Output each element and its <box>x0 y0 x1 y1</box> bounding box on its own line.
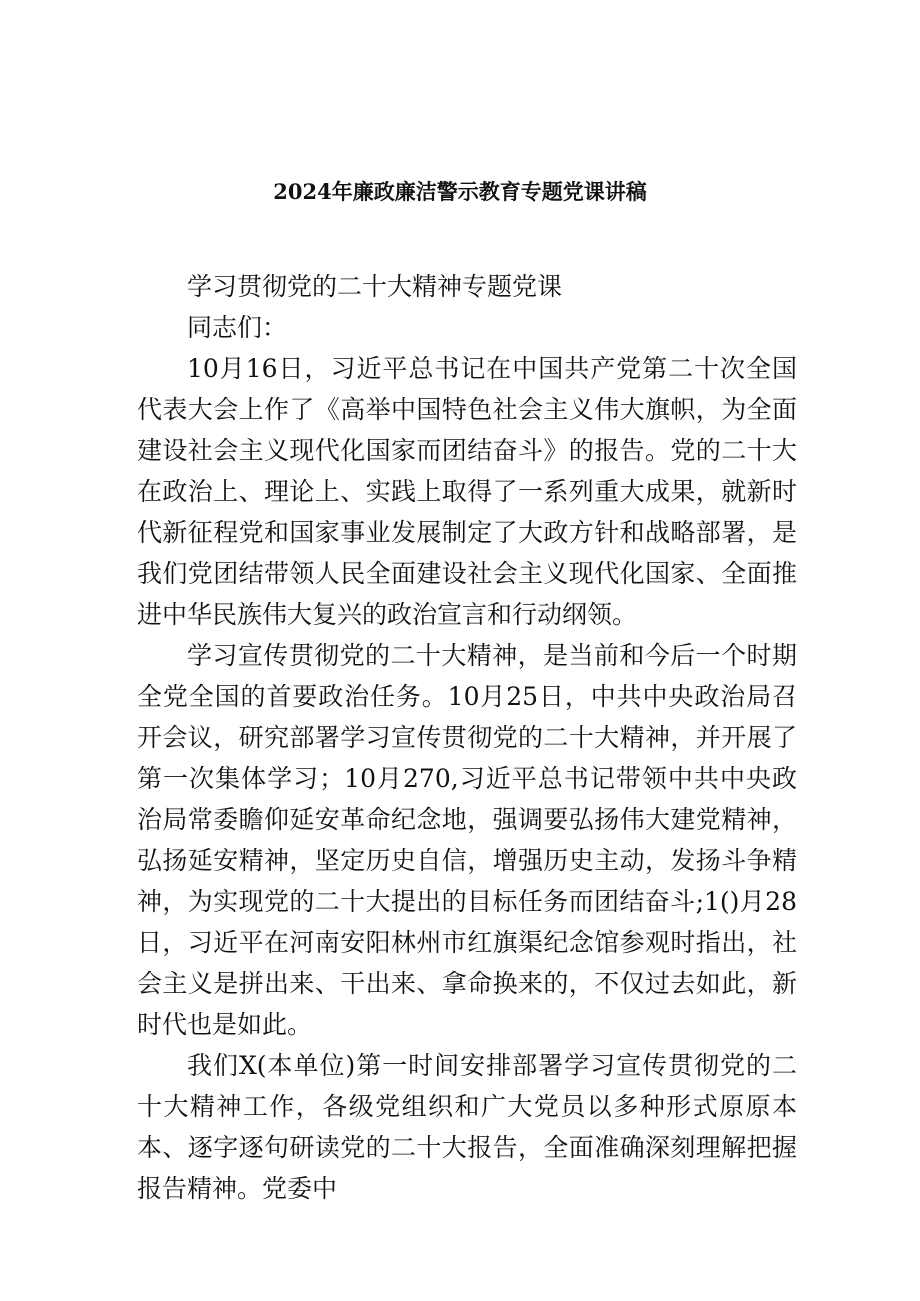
paragraph-2: 学习宣传贯彻党的二十大精神，是当前和今后一个时期全党全国的首要政治任务。10月25日，中共中央政治局召开会议，研究部署学习宣传贯彻党的二十大精神，并开展了第一次集体学习；10月270,习近平总书记带领中共中央政治局常委瞻仰延安革命纪念地，强调要弘扬伟大建党精神，弘扬延安精神，坚定历史自信，增强历史主动，发扬斗争精神，为实现党的二十大提出的目标任务而团结奋斗;1()月28日，习近平在河南安阳林州市红旗渠纪念馆参观时指出，社会主义是拼出来、干出来、拿命换来的，不仅过去如此，新时代也是如此。 <box>137 641 797 1039</box>
document-title: 2024年廉政廉洁警示教育专题党课讲稿 <box>273 179 647 204</box>
document-subtitle: 学习贯彻党的二十大精神专题党课 <box>187 272 563 301</box>
paragraph-3: 我们X(本单位)第一时间安排部署学习宣传贯彻党的二十大精神工作，各级党组织和广大党员以多种形式原原本本、逐字逐句研读党的二十大报告，全面准确深刻理解把握报告精神。党委中 <box>137 1051 797 1203</box>
salutation: 同志们： <box>187 313 288 342</box>
paragraph-1: 10月16日，习近平总书记在中国共产党第二十次全国代表大会上作了《高举中国特色社会主义伟大旗帜，为全面建设社会主义现代化国家而团结奋斗》的报告。党的二十大在政治上、理论上、实践上取得了一系列重大成果，就新时代新征程党和国家事业发展制定了大政方针和战略部署，是我们党团结带领人民全面建设社会主义现代化国家、全面推进中华民族伟大复兴的政治宣言和行动纲领。 <box>137 354 797 629</box>
document-body <box>137 266 797 1209</box>
